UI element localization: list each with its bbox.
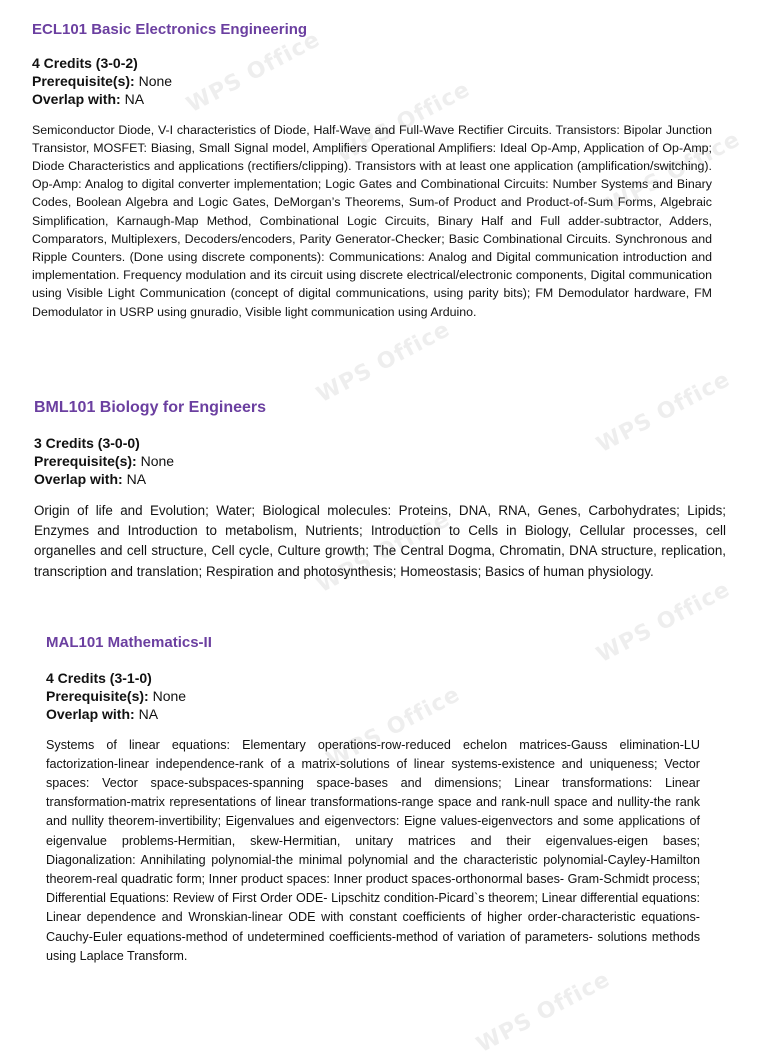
overlap-value: NA [126,471,147,488]
prerequisites-label: Prerequisite(s): [32,73,135,90]
overlap-label: Overlap with: [32,91,121,108]
watermark: WPS Office [312,316,455,409]
course-ecl101 [32,20,712,321]
course-title: ECL101 Basic Electronics Engineering [32,21,308,38]
prerequisites-value: None [140,453,175,470]
watermark: WPS Office [472,966,615,1058]
course-credits: 4 Credits (3-0-2) [32,55,138,71]
course-title: BML101 Biology for Engineers [34,399,267,416]
course-prerequisites [34,452,726,470]
overlap-value: NA [124,91,145,108]
watermark: WPS Office [312,506,455,599]
course-meta [46,669,700,724]
course-credits: 4 Credits (3-1-0) [46,670,152,686]
course-overlap [32,90,712,108]
course-overlap [34,470,726,488]
prerequisites-value: None [152,688,187,705]
prerequisites-label: Prerequisite(s): [34,453,137,470]
course-description: Semiconductor Diode, V-I characteristics of Diode, Half-Wave and Full-Wave Rectifier Circuits. Transistors: Bipolar Junction Transistor, MOSFET: Biasing, Small Signal model, Amplifiers Operational Amplifiers: Ideal Op-Amp, Application of Op-Amp; Diode Characteristics and applications (rectifiers/clipping). Transistors with at least one application (amplification/switching). Op-Amp: Analog to digital converter implementation; Logic Gates and Combinational Circuits: Number Systems and Binary Codes, Boolean Algebra and Logic Gates, DeMorgan’s Theorems, Sum-of Product and Product-of-Sum Forms, Algebraic Simplification, Karnaugh-Map Method, Combinational Logic Circuits, Binary Half and Full adder-subtractor, Adders, Comparators, Multiplexers, Decoders/encoders, Parity Generator-Checker; Basic Combinational Circuits. Synchronous and Ripple Counters. (Done using discrete components): Communications: Analog and Digital communication introduction and implementation. Frequency modulation and its circuit using discrete electrical/electronic components, Digital communication using Visible Light Communication (concept of digital communications, using parity bits); FM Demodulator hardware, FM Demodulator in USRP using gnuradio, Visible light communication using Arduino. [32,122,712,319]
course-credits: 3 Credits (3-0-0) [34,435,140,451]
course-meta [34,434,726,489]
prerequisites-value: None [138,73,173,90]
course-bml101 [34,398,726,582]
prerequisites-label: Prerequisite(s): [46,688,149,705]
course-description: Systems of linear equations: Elementary operations-row-reduced echelon matrices-Gauss elimination-LU factorization-linear independence-rank of a matrix-solutions of linear systems-existence and uniqueness; Vector spaces: Vector space-subspaces-spanning space-bases and dimensions; Linear transformations: Linear transformation-matrix representations of linear transformations-range space and rank-null space and nullity-the rank and nullity theorem-invertibility; Eigenvalues and eigenvectors: Eigne values-eigenvectors and some applications of eigenvalue problems-Hermitian, skew-Hermitian, unitary matrices and their eigenvalues-eigen bases; Diagonalization: Annihilating polynomial-the minimal polynomial and the characteristic polynomial-Cayley-Hamilton theorem-real quadratic form; Inner product spaces: Inner product spaces-orthonormal bases- Gram-Schmidt process; Differential Equations: Review of First Order ODE- Lipschitz condition-Picard`s theorem; Linear differential equations: Linear dependence and Wronskian-linear ODE with constant coefficients of higher order-characteristic equations- Cauchy-Euler equations-method of undetermined coefficients-method of variation of parameters- solutions methods using Laplace Transform. [46,737,700,963]
course-title: MAL101 Mathematics-II [46,634,212,651]
overlap-label: Overlap with: [46,706,135,723]
course-overlap [46,705,700,723]
course-prerequisites [46,687,700,705]
watermark: WPS Office [592,366,735,459]
course-meta [32,54,712,109]
course-prerequisites [32,72,712,90]
watermark: WPS Office [332,76,475,169]
watermark: WPS Office [182,26,325,119]
watermark: WPS Office [592,576,735,669]
overlap-label: Overlap with: [34,471,123,488]
watermark: WPS Office [322,681,465,774]
overlap-value: NA [138,706,159,723]
course-description: Origin of life and Evolution; Water; Biological molecules: Proteins, DNA, RNA, Genes, Carbohydrates; Lipids; Enzymes and Introduction to metabolism, Nutrients; Introduction to Cells in Biology, Cellular processes, cell organelles and cell structure, Cell cycle, Culture growth; The Central Dogma, Chromatin, DNA structure, replication, transcription and translation; Respiration and photosynthesis; Homeostasis; Basics of human physiology. [34,502,726,579]
watermark: WPS Office [602,126,745,219]
course-mal101 [46,633,700,966]
